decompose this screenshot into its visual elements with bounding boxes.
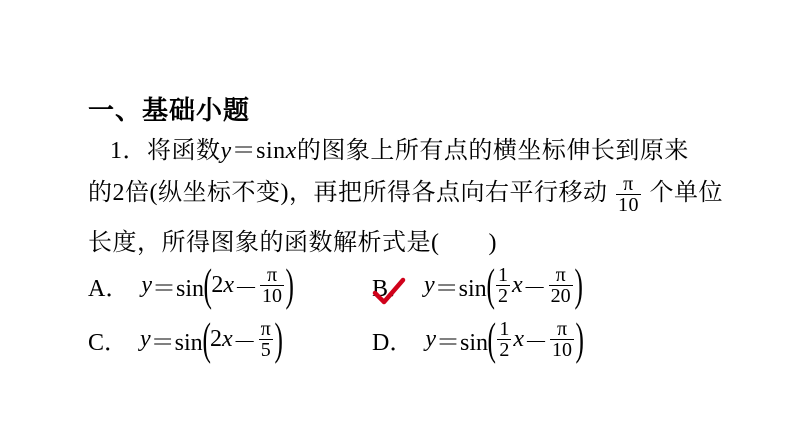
question-text: 的2倍(纵坐标不变)，再把所得各点向右平行移动: [88, 180, 608, 206]
var-x: x: [513, 325, 524, 352]
coefficient-fraction: [496, 265, 510, 306]
minus-sign: －: [234, 275, 258, 302]
coefficient: 2: [210, 325, 223, 352]
fraction-denominator: 20: [550, 284, 571, 307]
equals-sin: ＝sin: [434, 275, 487, 302]
question-line-3: 长度，所得图象的函数解析式是( ): [88, 230, 497, 256]
var-y: y: [141, 271, 152, 298]
fraction-denominator: 10: [262, 284, 282, 307]
var-y: y: [424, 271, 435, 298]
fraction-denominator: 5: [260, 338, 271, 361]
var-x: x: [285, 138, 297, 164]
option-label: A．: [88, 275, 130, 302]
phase-fraction: [549, 265, 573, 306]
left-paren: (: [203, 259, 212, 310]
option-label: D．: [372, 329, 414, 356]
section-heading: 一、基础小题: [88, 96, 251, 125]
equals-sin: ＝sin: [436, 329, 489, 356]
option-a[interactable]: [88, 259, 294, 310]
phase-fraction: [550, 319, 574, 360]
fraction-denominator: 2: [499, 338, 510, 361]
right-paren: ): [575, 313, 584, 364]
minus-sign: －: [232, 329, 257, 356]
coefficient-fraction: [497, 319, 511, 360]
right-paren: ): [285, 259, 294, 310]
left-paren: (: [202, 313, 211, 364]
question-line-1: [110, 130, 689, 165]
left-paren: (: [487, 313, 496, 364]
option-c[interactable]: [88, 313, 283, 364]
equals-sin: ＝sin: [231, 138, 286, 164]
question-text: 的图象上所有点的横坐标伸长到原来: [296, 138, 689, 164]
coefficient: 2: [211, 271, 224, 298]
fraction-numerator: 1: [499, 317, 510, 340]
var-x: x: [512, 271, 523, 298]
question-number: 1．: [110, 138, 147, 164]
fraction-denominator: 10: [617, 193, 639, 216]
option-label: B．: [372, 275, 413, 302]
question-text: 将函数: [147, 138, 221, 164]
question-text: 个单位: [649, 180, 723, 206]
checkmark-icon: [372, 277, 406, 307]
option-label: C．: [88, 329, 129, 356]
var-x: x: [223, 271, 234, 298]
fraction-denominator: 2: [498, 284, 509, 307]
var-y: y: [140, 325, 151, 352]
minus-sign: －: [522, 275, 547, 302]
var-y: y: [220, 138, 232, 164]
phase-fraction: [259, 319, 273, 360]
fraction-numerator: π: [616, 174, 641, 195]
question-line-2: [88, 172, 723, 215]
fraction-numerator: π: [550, 319, 574, 340]
fraction-denominator: 10: [552, 338, 572, 361]
right-paren: ): [274, 313, 283, 364]
fraction-numerator: π: [260, 265, 284, 286]
var-x: x: [222, 325, 233, 352]
left-paren: (: [486, 259, 495, 310]
option-d[interactable]: [372, 313, 584, 364]
equals-sin: ＝sin: [150, 329, 203, 356]
right-paren: ): [574, 259, 583, 310]
fraction-numerator: 1: [498, 263, 509, 286]
fraction-numerator: π: [549, 265, 573, 286]
equals-sin: ＝sin: [152, 275, 205, 302]
minus-sign: －: [524, 329, 548, 356]
shift-fraction: [616, 174, 641, 215]
fraction-numerator: π: [260, 317, 271, 340]
phase-fraction: [260, 265, 284, 306]
var-y: y: [425, 325, 436, 352]
